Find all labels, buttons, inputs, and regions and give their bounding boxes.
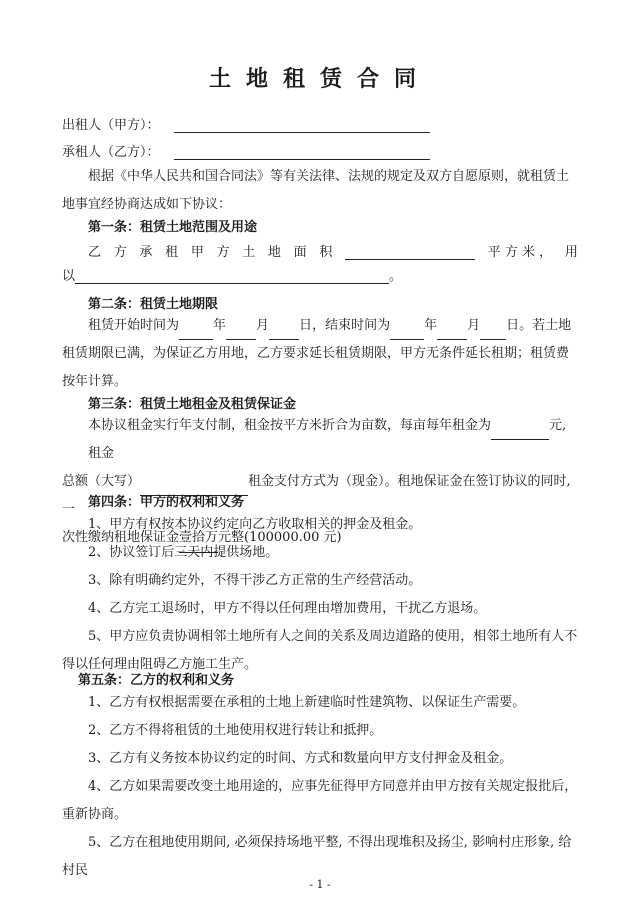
a1-char: 土 [242, 245, 256, 260]
start-year-blank [179, 325, 213, 340]
rent-label: 本协议租金实行年支付制，租金按平方米折合为亩数，每亩每年租金为 [88, 418, 492, 433]
article1-heading: 第一条：租赁土地范围及用途 [88, 220, 258, 235]
list-item: 3、除有明确约定外，不得干涉乙方正常的生产经营活动。 [88, 573, 422, 588]
rent-unit: 元, 租金 [88, 418, 567, 461]
list-item: 1、甲方有权按本协议约定向乙方收取相关的押金及租金。 [88, 517, 422, 532]
day-label: 日 [299, 318, 313, 333]
lessee-label: 承租人（乙方）： [62, 145, 160, 160]
day-label: 日 [506, 318, 520, 333]
article3-heading: 第三条：租赁土地租金及租赁保证金 [88, 397, 297, 412]
page-number: - 1 - [309, 878, 331, 891]
list-item: 4、乙方完工退场时，甲方不得以任何理由增加费用，干扰乙方退场。 [88, 601, 487, 616]
document-title: 土地租赁合同 [208, 67, 431, 92]
article4-heading: 第四条：甲方的权利和义务 [88, 495, 245, 510]
article2-line1 [62, 312, 578, 340]
article2-continue: 。若土地 [519, 318, 572, 333]
area-blank [345, 245, 475, 260]
lessee-blank [174, 145, 430, 160]
lessor-line [62, 113, 430, 133]
lessor-blank [174, 118, 430, 133]
deposit-figure: 元整(100000.00 元) [218, 530, 342, 545]
list-item: 3、乙方有义务按本协议约定的时间、方式和数量向甲方支付押金及租金。 [88, 751, 513, 766]
deposit-label: 次性缴纳租地保证金 [62, 530, 180, 545]
list-item: 1、乙方有权根据需要在承租的土地上新建临时性建筑物、以保证生产需要。 [88, 695, 526, 710]
rent-blank [491, 425, 549, 440]
end-day-blank [480, 325, 506, 340]
list-item: 4、乙方如果需要改变土地用途的，应事先征得甲方同意并由甲方按有关规定报批后，重新协商。 [62, 779, 578, 822]
start-month-blank [226, 325, 256, 340]
payment-text: 租金支付方式为（现金）。租地保证金在签订协议的同时,一 [62, 474, 571, 517]
deposit-amount: 壹拾万 [179, 524, 218, 553]
lessor-label: 出租人（甲方）： [62, 118, 160, 133]
article5-body [62, 689, 578, 885]
article5-heading: 第五条：乙方的权利和义务 [78, 673, 235, 688]
article1-line1 [88, 240, 578, 260]
list-item: 5、乙方在租地使用期间, 必须保持场地平整, 不得出现堆积及扬尘, 影响村庄形象, 给村民 [62, 835, 572, 878]
a1-char: 地 [267, 245, 281, 260]
article3-line1 [62, 412, 578, 468]
a1-char: 租 [165, 245, 179, 260]
article1-line2 [62, 264, 402, 284]
start-label: 租赁开始时间为 [88, 318, 180, 333]
a1-char: 乙 [88, 245, 102, 260]
purpose-end: 。 [389, 269, 403, 284]
a1-char: 方 [216, 245, 230, 260]
list-item: 2、协议签订后三天内提供场地。 [88, 545, 279, 560]
end-label: ，结束时间为 [312, 318, 391, 333]
year-label: 年 [424, 318, 438, 333]
end-year-blank [390, 325, 424, 340]
purpose-blank [75, 269, 389, 284]
purpose-prefix: 以 [62, 269, 76, 284]
total-label: 总额（大写） [62, 474, 141, 489]
a1-char: 方 [113, 245, 127, 260]
list-item: 2、乙方不得将租赁的土地使用权进行转让和抵押。 [88, 723, 383, 738]
area-unit: 平 方 米 ， [487, 245, 553, 260]
a1-char: 甲 [190, 245, 204, 260]
intro-paragraph: 根据《中华人民共和国合同法》等有关法律、法规的规定及双方自愿原则，就租赁土地事宜经协商达成如下协议： [62, 169, 570, 212]
list-item: 5、甲方应负责协调相邻土地所有人之间的关系及周边道路的使用，相邻土地所有人不得以任何理由阻碍乙方施工生产。 [62, 629, 578, 672]
a1-char: 承 [139, 245, 153, 260]
end-month-blank [437, 325, 467, 340]
a1-char: 用 [564, 245, 578, 260]
year-label: 年 [213, 318, 227, 333]
article2-heading: 第二条：租赁土地期限 [88, 297, 219, 312]
lessee-line [62, 140, 430, 160]
month-label: 月 [256, 318, 270, 333]
month-label: 月 [467, 318, 481, 333]
start-day-blank [269, 325, 299, 340]
a1-char: 面 [293, 245, 307, 260]
article4-body [62, 511, 578, 679]
a1-char: 积 [319, 245, 333, 260]
article2-body [62, 312, 578, 396]
article2-rest: 租赁期限已满，为保证乙方用地，乙方要求延长租赁期限，甲方无条件延长租期；租赁费按年计算。 [62, 346, 570, 389]
